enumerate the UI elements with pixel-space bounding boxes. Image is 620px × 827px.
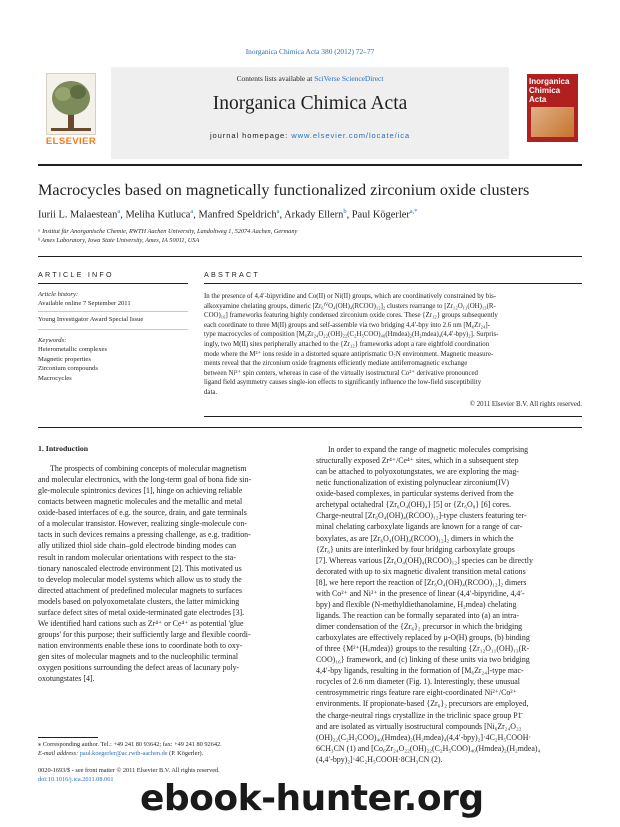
article-info-heading: ARTICLE INFO [38,270,114,279]
author-name[interactable]: Arkady Ellern [284,209,344,221]
intro-right-line: 6CH₃CN (1) and [Co₆Zr₂₄O₂₂(OH)₂₂(C₂H₅COO)₄₀(Hmdea)₂(H₂mdea)₄ [316,743,541,753]
intro-right-line: centrosymmetric rings feature rare eight-coordinated Ni²⁺/Co²⁺ [316,688,517,698]
title-rule [38,256,582,257]
intro-right-line: In order to expand the range of magnetic molecules comprising [328,445,529,454]
article-info-rule [38,283,188,284]
intro-left-line: tacts in such devices remains a pressing challenge, as e.g. tradition- [38,530,251,540]
intro-right-line: bpy) and flexible (N-methyldiethanolamine, H₂mdea) chelating [316,599,517,609]
keyword-item: Heterometallic complexes [38,346,108,353]
intro-left-line: gen sites of molecular magnets and to the nucleophilic terminal [38,652,239,662]
intro-right-line: (OH)₂₂(C₂H₅COO)₄₀(Hmdea)₂(H₂mdea)₄(4,4′-bpy)₂]·4C₂H₅COOH· [316,732,532,742]
email-line [38,750,302,759]
contents-prefix: Contents lists available at [236,74,315,83]
journal-cover-thumbnail [527,74,578,142]
intro-heading: 1. Introduction [38,444,89,453]
doi-link[interactable]: doi:10.1016/j.ica.2011.08.061 [38,775,114,783]
intro-right-line: oxide-based complexes, in particular systems derived from the [316,489,514,499]
intro-left-line: oxotungstates [4]. [38,674,95,684]
intro-right-line: COO)₁₆} framework, and (c) linking of these units via two bridging [316,655,530,665]
intro-left-line: surface defect sites of metal oxide-terminated gate electrodes [3]. [38,607,245,617]
intro-left-line: contacts between magnetic molecules and the metallic and metal [38,497,243,507]
journal-header-panel [111,67,509,159]
intro-right-line: 4,4′-bpy ligands, resulting in the formation of [M₆Zr₂₄]-type mac- [316,666,524,676]
keyword-item: Macrocycles [38,374,72,382]
sciencedirect-link[interactable]: SciVerse ScienceDirect [314,74,384,83]
intro-right-line: the charge-neutral rings crystallize in the triclinic space group P1̄ [316,710,522,720]
abstract-rule [204,283,582,284]
abstract-line: ligand field asymmetry causes single-ion effects to significantly influence the low-field susceptibility [204,379,482,387]
footnote-rule [38,737,98,738]
intro-right-line: decorated with up to six magnetic divalent transition metal cations [316,566,526,576]
copyright-line: © 2011 Elsevier B.V. All rights reserved. [469,401,582,408]
intro-right-line: boxylates, as are [Zr₆O₄(OH)₄(RCOO)₁₂]₂ dimers in which the [316,533,514,543]
abstract-body [204,292,582,398]
abstract-line: mode where the M²⁺ ions reside in a distorted square antiprismatic O₇N environment. Magnetic measure- [204,350,494,358]
footnote [38,741,302,758]
intro-left-line: oxide-based interfaces of e.g. the source, drain, and gate terminals [38,508,247,518]
info-divider-2 [38,329,188,330]
intro-left-line: tionary nanoscaled electrode environment [2]. This motivated us [38,563,242,573]
author-affiliation-mark[interactable]: a [190,208,194,215]
info-divider-1 [38,311,188,312]
abstract-line: ments reveal that the zirconium oxide fragments efficiently mediate antiferromagnetic exchange [204,360,468,368]
issn-line: 0020-1693/$ - see front matter © 2011 Elsevier B.V. All rights reserved. [38,767,220,774]
author-separator: , [193,209,199,221]
intro-right-line: minal chelating carboxylate ligands are known for a range of car- [316,522,523,532]
intro-left-line: gle-molecule spintronics devices [1], hinge on achieving reliable [38,486,243,496]
intro-left-line: and molecular electronics, with the long-term goal of bona fide sin- [38,475,252,485]
header-rule [38,164,582,166]
author-separator: , [120,209,126,221]
abstract-line: type macrocycles of composition [M₆Zr₂₄O₂₂(OH)₂₂(C₂H₅COO)₄₀(Hmdea)₂(H₂mdea)₄(4,4′-bpy)₂]. Surpris- [204,331,499,339]
intro-left-column [38,463,302,684]
intro-left-line: to develop molecular model systems which allow us to study the [38,574,242,584]
intro-right-line: of three {M²⁺(Hₓmdea)} groups to the resulting {Zr₁₂O₁₁(OH)₁₃(R- [316,644,530,654]
intro-right-line: netic functionalization of existing polynuclear zirconium(IV) [316,478,510,488]
author-affiliation-mark[interactable]: a,* [409,208,418,215]
elsevier-tree-icon [46,73,96,135]
abstract-heading: ABSTRACT [204,270,260,279]
intro-left-line: We identified hard cations such as Zr⁴⁺ or Ce⁴⁺ as potential 'glue [38,618,244,628]
author-affiliation-mark[interactable]: b [343,208,347,215]
intro-left-line: directed attachment of predefined molecular magnets to surfaces [38,585,242,595]
abstract-line: data. [204,388,218,396]
intro-right-line: and are isolated as virtually isostructural compounds [Ni₆Zr₂₄O₂₂ [316,721,522,731]
intro-right-line: {Zr₆} units are interlinked by four bridging carboxylate groups [316,544,515,554]
abstract-line: In the presence of 4,4′-bipyridine and Co(II) or Ni(II) groups, which are coordinatively constrained by bis- [204,293,497,300]
history-value: Available online 7 September 2011 [38,300,131,307]
intro-right-line: with Co²⁺ and Ni²⁺ in the presence of linear (4,4′-bipyridine, 4,4′- [316,588,525,598]
journal-reference[interactable]: Inorganica Chimica Acta 380 (2012) 72–77 [245,47,375,56]
cover-art [531,107,574,137]
abstract-line: alkoxyamine chelating groups, dimeric [Zr₆ᴵⱽO₄(OH)₄(RCOO)₁₂]₂ clusters rearrange to [Zr₁₂O₁₁(OH)₁₃(R- [204,302,496,310]
keywords-label: Keywords: [38,337,67,344]
intro-right-line: structurally exposed Zr⁴⁺/Ce⁴⁺ sites, which in a subsequent step [316,456,519,466]
author-name[interactable]: Manfred Speldrich [198,209,277,221]
intro-right-line: rocycles of 2.6 nm diameter (Fig. 1). Interestingly, these unusual [316,677,520,687]
intro-left-line: oxygen positions surrounding the defect areas of lacunary poly- [38,663,240,673]
special-issue: Young Investigator Award Special Issue [38,316,144,323]
homepage-link[interactable]: www.elsevier.com/locate/ica [291,131,411,140]
homepage-prefix: journal homepage: [209,131,292,140]
intro-left-line: ally utilized thiol side chain–gold electrode binding modes can [38,541,237,551]
author-list [38,208,598,220]
affiliation-a: ᵃ Institut für Anorganische Chemie, RWTH Aachen University, Landoltweg 1, 52074 Aachen, Germany [38,228,298,235]
intro-right-line: [7]. Whereas various [Zr₆O₄(OH)₄(RCOO)₁₂] species can be directly [316,555,533,565]
keywords-list [38,345,188,383]
abstract-line: COO)₁₆] frameworks featuring highly condensed zirconium oxide cores. These {Zr₁₂} groups subsequently [204,312,498,320]
intro-left-line: result in random molecular orientations with respect to the sta- [38,552,236,562]
corresponding-author-note: ⁎ Corresponding author. Tel.: +49 241 80 93642; fax: +49 241 80 92642. [38,741,222,748]
intro-right-line: carboxylates are effectively replaced by μ-O(H) groups, (b) binding [316,633,530,643]
intro-right-line: (4,4′-bpy)₂]·4C₂H₅COOH·8CH₃CN (2). [316,754,443,764]
keyword-item: Zirconium compounds [38,365,98,372]
article-title: Macrocycles based on magnetically functionalized zirconium oxide clusters [38,181,530,199]
intro-left-line: groups' for this purpose; their sufficiently large and flexible coordi- [38,629,251,639]
intro-left-line: of a molecular transistor. However, realizing single-molecule con- [38,519,247,529]
email-suffix: (P. Kögerler). [167,749,204,757]
author-name[interactable]: Iurii L. Malaestean [38,209,118,221]
cover-title-line-2: Chimica [529,86,561,95]
affiliation-b: ᵇ Ames Laboratory, Iowa State University, Ames, IA 50011, USA [38,237,200,244]
author-name[interactable]: Meliha Kutluca [125,209,191,221]
journal-homepage [111,131,509,140]
abstract-line: between Ni²⁺ spin centers, whereas in case of the virtually isostructural Co²⁺ derivative pronounced [204,369,478,377]
author-affiliation-mark[interactable]: a [276,208,280,215]
abstract-line: ingly, two M(II) sites peripherally attached to the {Zr₁₂} frameworks adopt a rare eightfold coordination [204,340,490,348]
body-top-rule [38,427,582,428]
intro-left-line: The prospects of combining concepts of molecular magnetism [50,464,247,473]
intro-right-line: Charge-neutral [Zr₆O₄(OH)₄(RCOO)₁₂]-type clusters featuring ter- [316,511,527,521]
email-label: E-mail address: [38,749,80,757]
intro-left-line: models based on polyoxometalate clusters, the latter mimicking [38,596,240,606]
journal-title: Inorganica Chimica Acta [212,93,408,114]
intro-right-line: environments. If propionate-based {Zr₆}₂ precursors are employed, [316,699,529,709]
abstract-line: each coordinate to three M(II) groups and self-assemble via two bridging 4,4′-bpy into 2.6 nm [M₆Zr₂₄]- [204,321,490,329]
author-name[interactable]: Paul Kögerler [351,209,410,221]
intro-right-line: ligands. The reaction can be formally separated into (a) an intra- [316,610,519,620]
watermark-text: ebook-hunter.org [140,778,484,819]
abstract-bottom-rule [204,416,582,417]
elsevier-logo [40,73,102,149]
intro-right-column [316,444,582,765]
keyword-item: Magnetic properties [38,355,91,363]
intro-right-line: [8], we here report the reaction of [Zr₆O₄(OH)₄(RCOO)₁₂]₂ dimers [316,577,527,587]
intro-right-line: dimer condensation of the {Zr₆}₂ precursor in which the bridging [316,622,523,631]
intro-right-line: archetypal octahedral {Zr₆O₄(OH)₄} [5] or {Zr₆O₈} [6] cores. [316,500,511,510]
cover-title-line-1: Inorganica [529,77,570,86]
author-separator: , [279,209,285,221]
author-affiliation-mark[interactable]: a [117,208,121,215]
intro-left-line: nation environments enable these ions to coordinate both to oxy- [38,641,243,650]
elsevier-wordmark: ELSEVIER [45,136,97,147]
history-label: Article history: [38,291,79,298]
author-separator: , [346,209,352,221]
contents-line [111,74,509,83]
email-link[interactable]: paul.koegerler@ac.rwth-aachen.de [79,749,168,757]
cover-title-line-3: Acta [529,95,547,104]
intro-right-line: can be attached to polyoxotungstates, we are exploring the mag- [316,467,519,477]
